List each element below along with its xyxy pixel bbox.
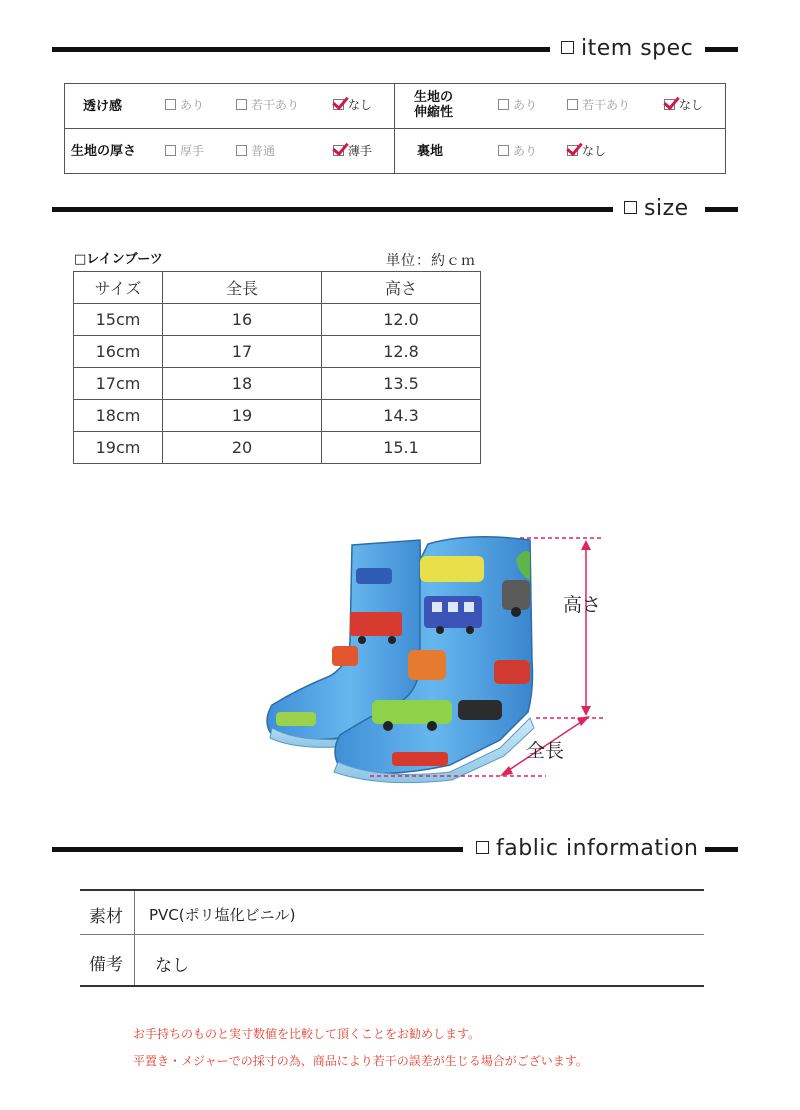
item-spec-table [64, 83, 726, 174]
spec-option: あり [165, 98, 204, 112]
column-header: 全長 [163, 272, 322, 304]
spec-label-stretch: 生地の 伸縮性 [414, 90, 454, 120]
checked-checkbox-icon [333, 145, 344, 156]
checked-checkbox-icon [333, 99, 344, 110]
table-cell: 19 [163, 400, 322, 432]
checkbox-icon [165, 145, 176, 156]
table-cell: 16 [163, 304, 322, 336]
square-icon [561, 41, 574, 54]
spec-option-checked: なし [567, 144, 606, 158]
spec-option: 普通 [236, 144, 275, 158]
size-table [73, 271, 481, 464]
checkbox-icon [165, 99, 176, 110]
spec-option: あり [498, 144, 537, 158]
section-rule-left [52, 847, 463, 852]
section-rule-right [705, 847, 738, 852]
spec-option: 厚手 [165, 144, 204, 158]
note-line: 平置き・メジャーでの採寸の為、商品により若干の誤差が生じる場合がございます。 [133, 1054, 588, 1068]
table-cell: 20 [163, 432, 322, 464]
spec-option: 若干あり [567, 98, 630, 112]
checkbox-icon [567, 99, 578, 110]
table-row [74, 304, 481, 336]
table-cell: 17cm [74, 368, 163, 400]
column-header: 高さ [322, 272, 481, 304]
section-rule-right [705, 47, 738, 52]
checked-checkbox-icon [664, 99, 675, 110]
spec-option-checked: なし [333, 98, 372, 112]
remarks-value: なし [155, 956, 189, 976]
table-cell: 15cm [74, 304, 163, 336]
table-row [74, 336, 481, 368]
section-rule-left [52, 207, 613, 212]
checkbox-icon [236, 145, 247, 156]
table-cell: 18 [163, 368, 322, 400]
height-label: 高さ [563, 594, 602, 616]
spec-label-thickness: 生地の厚さ [71, 144, 137, 159]
table-row [74, 368, 481, 400]
table-cell: 17 [163, 336, 322, 368]
rain-boots-diagram [0, 520, 800, 790]
column-header: サイズ [74, 272, 163, 304]
table-cell: 16cm [74, 336, 163, 368]
table-cell: 14.3 [322, 400, 481, 432]
table-row [74, 432, 481, 464]
table-cell: 13.5 [322, 368, 481, 400]
material-value: PVC(ポリ塩化ビニル) [149, 906, 296, 924]
spec-option-checked: 薄手 [333, 144, 372, 158]
table-row [74, 400, 481, 432]
height-measure [520, 538, 604, 718]
table-cell: 19cm [74, 432, 163, 464]
checkbox-icon [498, 145, 509, 156]
spec-label-transparency: 透け感 [83, 99, 123, 114]
size-table-unit: 単位：約ｃｍ [386, 253, 476, 269]
note-line: お手持ちのものと実寸数値を比較して頂くことをお勧めします。 [133, 1027, 481, 1041]
section-title-item-spec: item spec [561, 38, 693, 60]
material-label: 素材 [89, 907, 123, 927]
section-title-size: size [624, 198, 689, 220]
section-title-fabric: fablic information [476, 838, 698, 860]
section-rule-left [52, 47, 550, 52]
checkbox-icon [236, 99, 247, 110]
spec-option-checked: なし [664, 98, 703, 112]
table-cell: 18cm [74, 400, 163, 432]
table-cell: 15.1 [322, 432, 481, 464]
table-cell: 12.8 [322, 336, 481, 368]
square-icon [476, 841, 489, 854]
table-header-row [74, 272, 481, 304]
spec-option: 若干あり [236, 98, 299, 112]
section-rule-right [705, 207, 738, 212]
table-cell: 12.0 [322, 304, 481, 336]
spec-label-lining: 裏地 [417, 144, 444, 159]
checked-checkbox-icon [567, 145, 578, 156]
checkbox-icon [498, 99, 509, 110]
spec-option: あり [498, 98, 537, 112]
square-icon [624, 201, 637, 214]
remarks-label: 備考 [89, 955, 123, 975]
length-label: 全長 [526, 740, 565, 762]
size-table-caption: □レインブーツ [74, 252, 163, 267]
